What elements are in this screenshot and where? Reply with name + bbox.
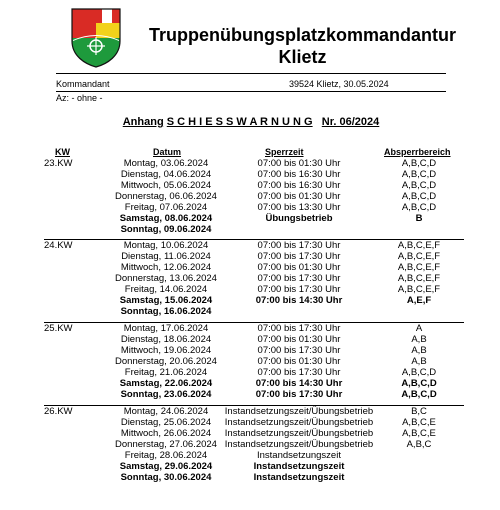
date-cell: Sonntag, 09.06.2024 bbox=[120, 224, 212, 235]
header-rule-top bbox=[56, 73, 446, 74]
sperrzeit-cell: 07:00 bis 13:30 Uhr bbox=[257, 202, 341, 213]
date-cell: Mittwoch, 05.06.2024 bbox=[120, 180, 212, 191]
table-row bbox=[44, 461, 464, 472]
date-cell: Sonntag, 16.06.2024 bbox=[120, 306, 212, 317]
absperrbereich-cell: A,B,C,E,F bbox=[397, 262, 441, 273]
absperrbereich-cell: A,E,F bbox=[406, 295, 432, 306]
heading-spaced: S C H I E S S W A R N U N G bbox=[166, 116, 313, 128]
sperrzeit-cell: Instandsetzungszeit/Übungsbetrieb bbox=[224, 428, 374, 439]
date-cell: Mittwoch, 12.06.2024 bbox=[120, 262, 212, 273]
sperrzeit-cell: Instandsetzungszeit bbox=[253, 472, 345, 483]
table-row bbox=[44, 334, 464, 345]
table-row bbox=[44, 306, 464, 317]
week-number: 23.KW bbox=[44, 158, 73, 169]
absperrbereich-cell: A,B,C,D bbox=[401, 191, 437, 202]
date-cell: Samstag, 22.06.2024 bbox=[119, 378, 213, 389]
table-row bbox=[44, 472, 464, 483]
sperrzeit-cell: 07:00 bis 17:30 Uhr bbox=[257, 367, 341, 378]
table-row bbox=[44, 169, 464, 180]
document-heading bbox=[56, 116, 446, 129]
sperrzeit-cell: 07:00 bis 17:30 Uhr bbox=[257, 273, 341, 284]
absperrbereich-cell: A,B,C bbox=[406, 439, 432, 450]
table-row bbox=[44, 251, 464, 262]
date-cell: Dienstag, 11.06.2024 bbox=[121, 251, 211, 262]
page-title bbox=[130, 24, 475, 68]
sperrzeit-cell: 07:00 bis 14:30 Uhr bbox=[255, 295, 343, 306]
absperrbereich-cell: A,B,C,D bbox=[401, 169, 437, 180]
absperrbereich-cell: A,B,C,E,F bbox=[397, 251, 441, 262]
title-line-1: Truppenübungsplatzkommandantur bbox=[148, 25, 456, 45]
date-cell: Montag, 17.06.2024 bbox=[123, 323, 209, 334]
table-row bbox=[44, 191, 464, 202]
table-row bbox=[44, 202, 464, 213]
absperrbereich-cell: A,B,C,E bbox=[402, 428, 436, 439]
absperrbereich-cell: A,B bbox=[411, 345, 427, 356]
column-header-datum: Datum bbox=[153, 147, 182, 157]
sperrzeit-cell: Instandsetzungszeit/Übungsbetrieb bbox=[224, 439, 374, 450]
sperrzeit-cell: Instandsetzungszeit/Übungsbetrieb bbox=[224, 417, 374, 428]
week-block bbox=[44, 158, 464, 235]
title-line-2: Klietz bbox=[278, 47, 327, 67]
sperrzeit-cell: Instandsetzungszeit bbox=[253, 461, 345, 472]
absperrbereich-cell: A,B bbox=[411, 334, 427, 345]
sperrzeit-cell: 07:00 bis 01:30 Uhr bbox=[257, 334, 341, 345]
date-cell: Sonntag, 30.06.2024 bbox=[120, 472, 212, 483]
date-cell: Montag, 24.06.2024 bbox=[123, 406, 209, 417]
date-cell: Mittwoch, 19.06.2024 bbox=[120, 345, 212, 356]
week-block bbox=[44, 239, 464, 317]
sperrzeit-cell: 07:00 bis 01:30 Uhr bbox=[257, 356, 341, 367]
absperrbereich-cell: A,B,C,E,F bbox=[397, 284, 441, 295]
date-cell: Samstag, 15.06.2024 bbox=[119, 295, 213, 306]
sperrzeit-cell: 07:00 bis 17:30 Uhr bbox=[257, 323, 341, 334]
week-number: 24.KW bbox=[44, 240, 73, 251]
absperrbereich-cell: A,B,C,D bbox=[401, 180, 437, 191]
week-block bbox=[44, 322, 464, 400]
sperrzeit-cell: 07:00 bis 17:30 Uhr bbox=[257, 284, 341, 295]
week-block bbox=[44, 405, 464, 483]
absperrbereich-cell: A,B,C,D bbox=[401, 202, 437, 213]
table-row bbox=[44, 428, 464, 439]
absperrbereich-cell: A,B bbox=[411, 356, 427, 367]
absperrbereich-cell: A bbox=[415, 323, 423, 334]
date-cell: Sonntag, 23.06.2024 bbox=[120, 389, 212, 400]
week-number: 25.KW bbox=[44, 323, 73, 334]
sperrzeit-cell: 07:00 bis 14:30 Uhr bbox=[255, 378, 343, 389]
week-number: 26.KW bbox=[44, 406, 73, 417]
date-cell: Freitag, 21.06.2024 bbox=[124, 367, 208, 378]
date-cell: Dienstag, 18.06.2024 bbox=[120, 334, 212, 345]
table-row bbox=[44, 378, 464, 389]
heading-number: Nr. 06/2024 bbox=[321, 116, 380, 128]
absperrbereich-cell: A,B,C,E bbox=[402, 417, 436, 428]
coat-of-arms-logo bbox=[71, 8, 121, 68]
sperrzeit-cell: 07:00 bis 16:30 Uhr bbox=[257, 180, 341, 191]
date-cell: Samstag, 29.06.2024 bbox=[119, 461, 213, 472]
date-cell: Montag, 10.06.2024 bbox=[123, 240, 209, 251]
table-row bbox=[44, 180, 464, 191]
sperrzeit-cell: 07:00 bis 01:30 Uhr bbox=[257, 191, 341, 202]
table-row bbox=[44, 367, 464, 378]
place-date: 39524 Klietz, 30.05.2024 bbox=[289, 79, 389, 89]
table-row bbox=[44, 356, 464, 367]
table-row bbox=[44, 389, 464, 400]
date-cell: Donnerstag, 20.06.2024 bbox=[115, 356, 217, 367]
table-row bbox=[44, 158, 464, 169]
date-cell: Montag, 03.06.2024 bbox=[123, 158, 209, 169]
sperrzeit-cell: 07:00 bis 17:30 Uhr bbox=[257, 345, 341, 356]
table-row bbox=[44, 213, 464, 224]
date-cell: Samstag, 08.06.2024 bbox=[119, 213, 213, 224]
heading-prefix: Anhang bbox=[122, 116, 164, 128]
absperrbereich-cell: B bbox=[415, 213, 423, 224]
date-cell: Dienstag, 04.06.2024 bbox=[120, 169, 212, 180]
date-cell: Freitag, 07.06.2024 bbox=[124, 202, 208, 213]
table-row bbox=[44, 345, 464, 356]
sperrzeit-cell: Instandsetzungszeit/Übungsbetrieb bbox=[224, 406, 374, 417]
reference-number: Az: - ohne - bbox=[56, 93, 103, 103]
absperrbereich-cell: A,B,C,D bbox=[401, 158, 437, 169]
sperrzeit-cell: 07:00 bis 17:30 Uhr bbox=[255, 389, 343, 400]
sperrzeit-cell: 07:00 bis 16:30 Uhr bbox=[257, 169, 341, 180]
table-row bbox=[44, 224, 464, 235]
sender-label: Kommandant bbox=[56, 79, 110, 89]
date-cell: Donnerstag, 27.06.2024 bbox=[115, 439, 217, 450]
date-cell: Donnerstag, 06.06.2024 bbox=[115, 191, 217, 202]
table-row bbox=[44, 450, 464, 461]
date-cell: Freitag, 14.06.2024 bbox=[124, 284, 208, 295]
column-header-sperrzeit: Sperrzeit bbox=[265, 147, 304, 157]
date-cell: Dienstag, 25.06.2024 bbox=[120, 417, 212, 428]
table-row bbox=[44, 295, 464, 306]
table-row bbox=[44, 417, 464, 428]
table-row bbox=[44, 406, 464, 417]
date-cell: Mittwoch, 26.06.2024 bbox=[120, 428, 212, 439]
column-header-absperrbereich: Absperrbereich bbox=[384, 147, 451, 157]
absperrbereich-cell: A,B,C,E,F bbox=[397, 240, 441, 251]
sperrzeit-cell: 07:00 bis 01:30 Uhr bbox=[257, 262, 341, 273]
table-row bbox=[44, 262, 464, 273]
column-header-kw: KW bbox=[55, 147, 70, 157]
table-row bbox=[44, 284, 464, 295]
sperrzeit-cell: 07:00 bis 17:30 Uhr bbox=[257, 240, 341, 251]
sperrzeit-cell: 07:00 bis 17:30 Uhr bbox=[257, 251, 341, 262]
header-rule-bottom bbox=[56, 91, 446, 92]
table-row bbox=[44, 439, 464, 450]
table-row bbox=[44, 240, 464, 251]
table-row bbox=[44, 273, 464, 284]
date-cell: Donnerstag, 13.06.2024 bbox=[115, 273, 217, 284]
table-row bbox=[44, 323, 464, 334]
sperrzeit-cell: 07:00 bis 01:30 Uhr bbox=[257, 158, 341, 169]
absperrbereich-cell: B,C bbox=[411, 406, 427, 417]
date-cell: Freitag, 28.06.2024 bbox=[124, 450, 208, 461]
absperrbereich-cell: A,B,C,D bbox=[401, 367, 437, 378]
absperrbereich-cell: A,B,C,D bbox=[401, 389, 437, 400]
sperrzeit-cell: Instandsetzungszeit bbox=[257, 450, 341, 461]
absperrbereich-cell: A,B,C,E,F bbox=[397, 273, 441, 284]
absperrbereich-cell: A,B,C,D bbox=[401, 378, 437, 389]
sperrzeit-cell: Übungsbetrieb bbox=[265, 213, 333, 224]
